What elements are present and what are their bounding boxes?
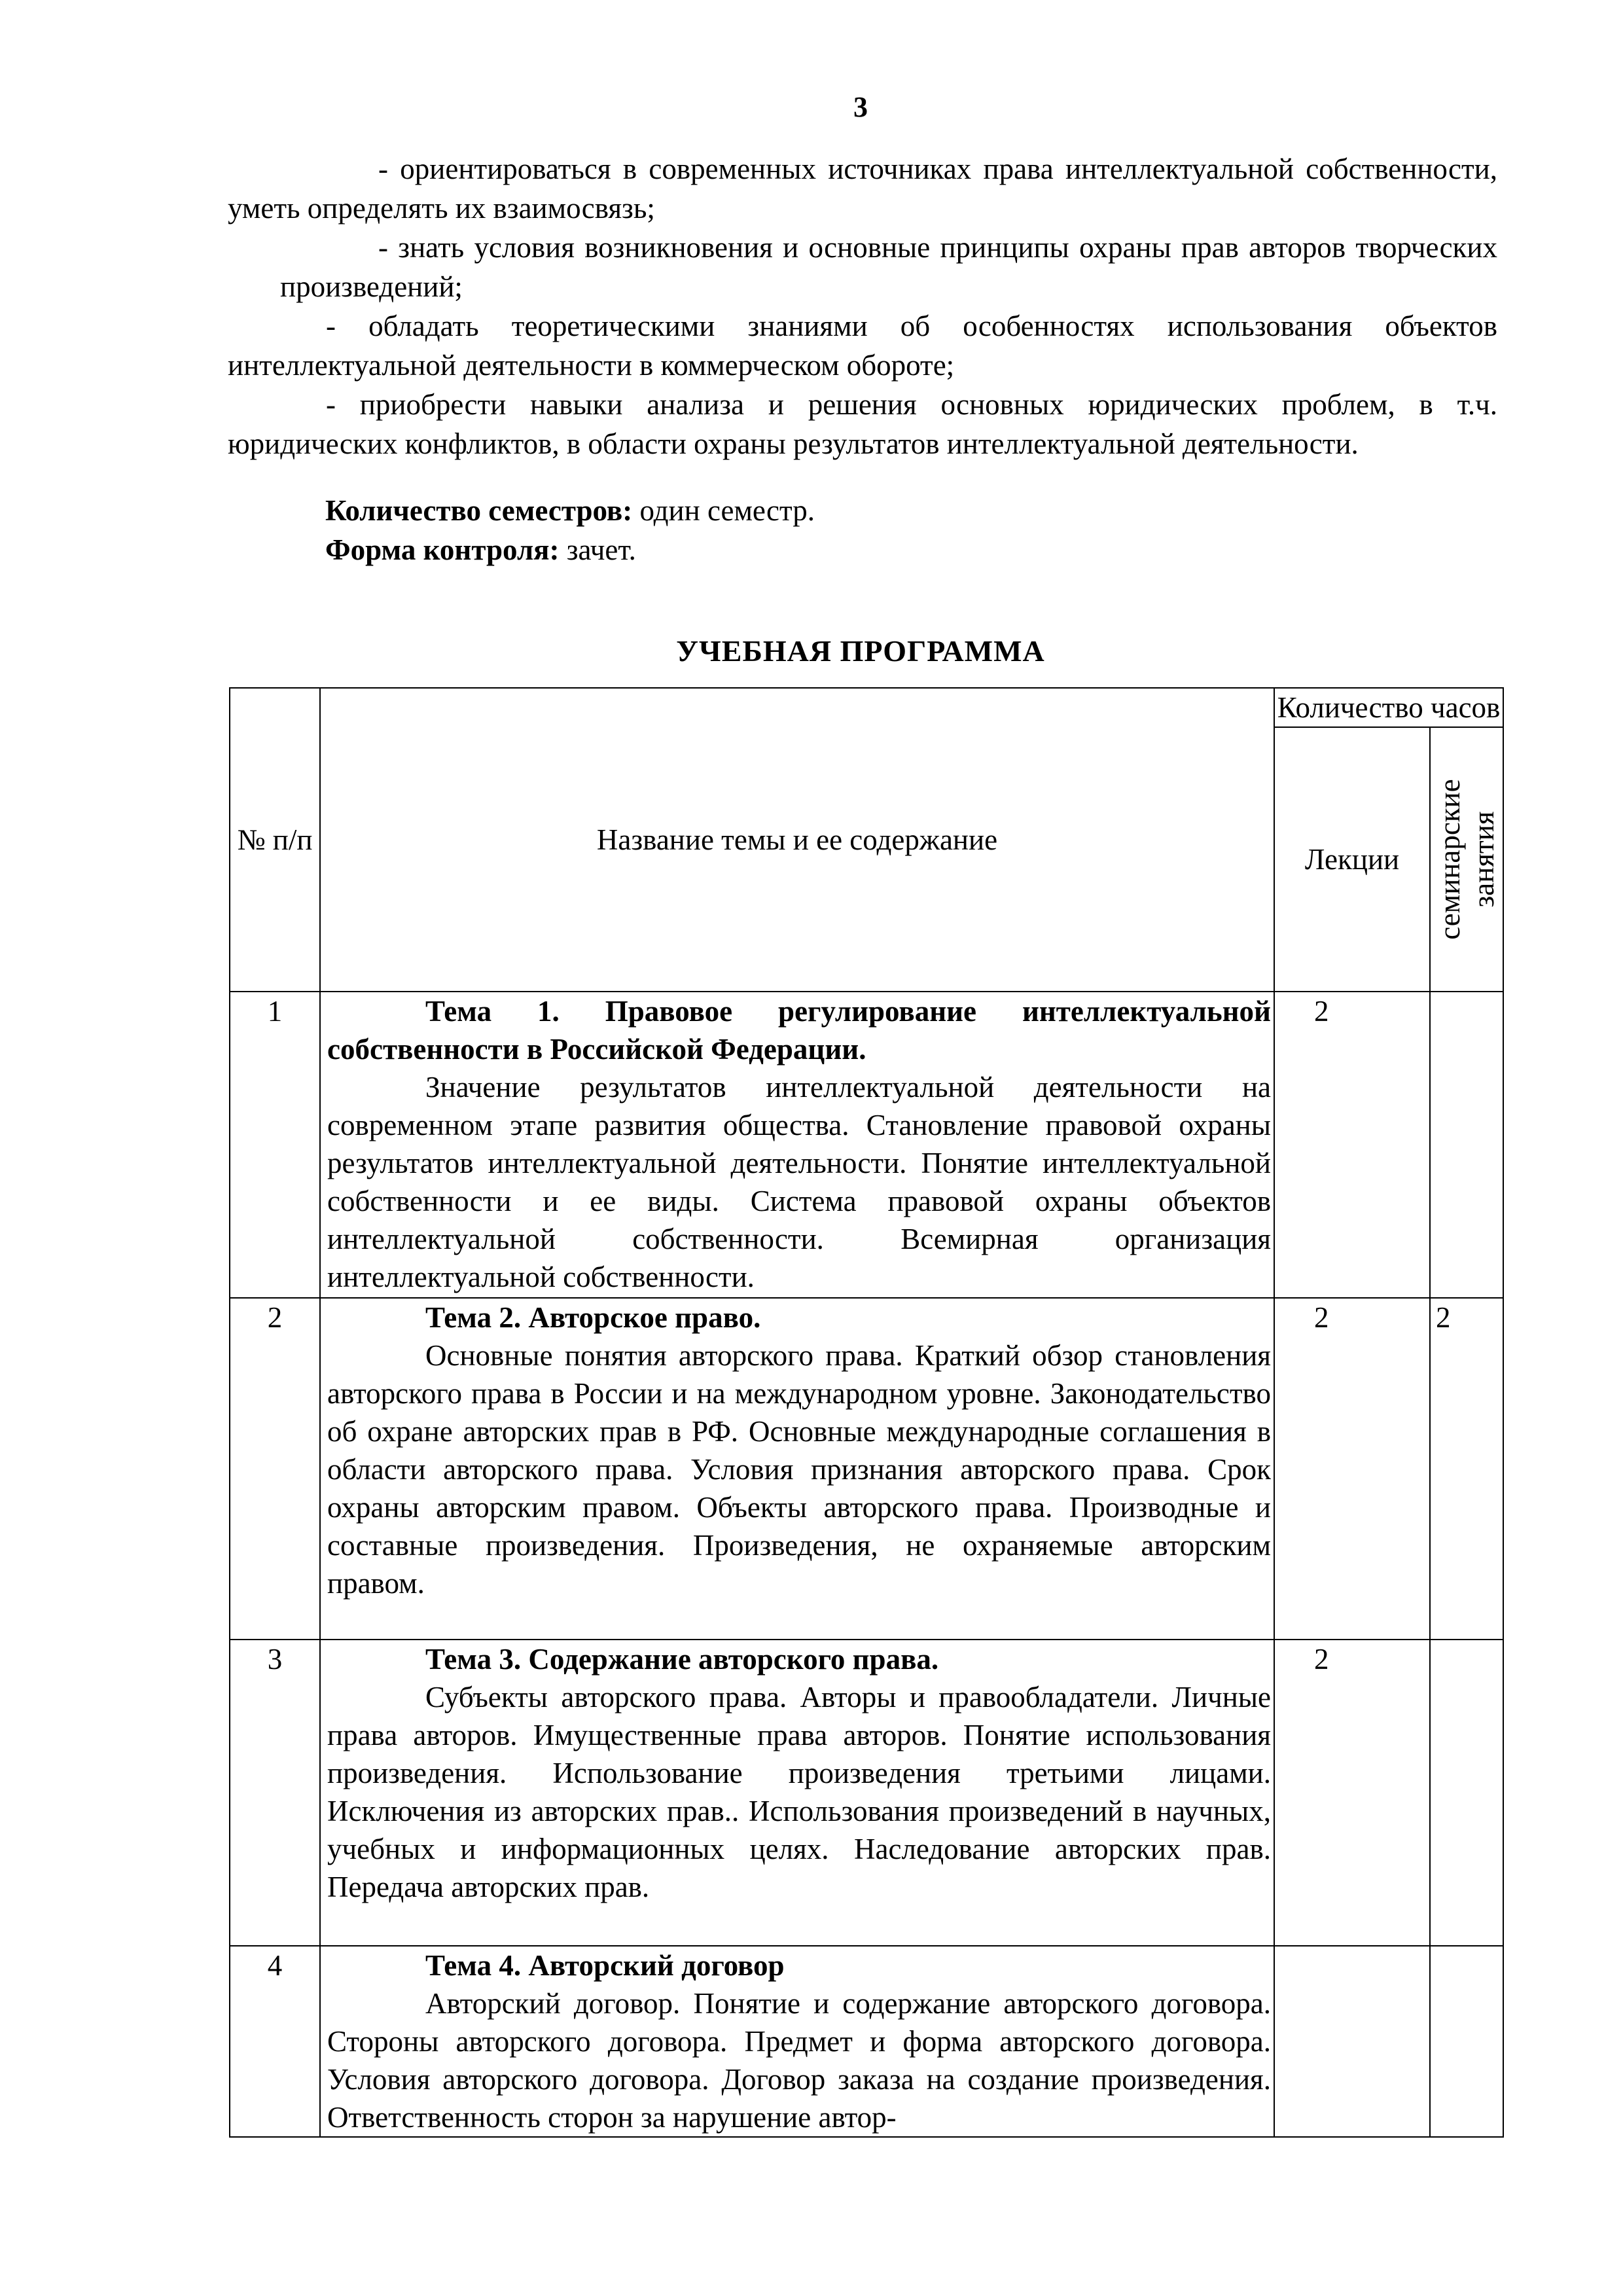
topic-title: Тема 3. Содержание авторского права.: [425, 1643, 939, 1676]
topic-body: Авторский договор. Понятие и содержание авторского договора. Стороны авторского договора. Предмет и форма авторского договора. Условия авторского договора. Договор заказа на создание произведения. Ответственность сторон за нарушение автор-: [327, 1987, 1271, 2134]
topic-body: Субъекты авторского права. Авторы и правообладатели. Личные права авторов. Имущественные права авторов. Понятие использования произведения. Использование произведения третьими лицами. Исключения из авторских прав.. Использования произведений в научных, учебных и информационных целях. Наследование авторских прав. Передача авторских прав.: [327, 1681, 1271, 1903]
course-meta: [325, 491, 815, 569]
row-num: 3: [230, 1640, 320, 1946]
outcome-item: - обладать теоретическими знаниями об особенностях использования объектов интеллектуальной деятельности в коммерческом обороте;: [228, 310, 1497, 382]
table-row: [230, 1640, 1503, 1946]
row-seminars: [1430, 1946, 1503, 2137]
outcome-item: - знать условия возникновения и основные принципы охраны прав авторов творческих произведений;: [280, 231, 1497, 303]
outcome-item: - приобрести навыки анализа и решения основных юридических проблем, в т.ч. юридических конфликтов, в области охраны результатов интеллектуальной деятельности.: [228, 388, 1497, 460]
table-row: [230, 1946, 1503, 2137]
header-seminars: [1430, 727, 1503, 992]
row-num: 1: [230, 992, 320, 1298]
row-lectures: [1274, 1946, 1430, 2137]
section-title: УЧЕБНАЯ ПРОГРАММА: [676, 634, 1045, 668]
control-label: Форма контроля:: [325, 533, 560, 566]
row-content: [320, 992, 1274, 1298]
table-header-row: [230, 688, 1503, 727]
learning-outcomes: [228, 149, 1497, 463]
row-seminars: 2: [1430, 1298, 1503, 1640]
row-content: [320, 1946, 1274, 2137]
header-lectures: Лекции: [1274, 727, 1430, 992]
table-row: [230, 1298, 1503, 1640]
row-content: [320, 1640, 1274, 1946]
row-lectures: 2: [1274, 1640, 1430, 1946]
table-row: [230, 992, 1503, 1298]
header-num-label: № п/п: [237, 823, 313, 856]
topic-title: Тема 2. Авторское право.: [425, 1301, 761, 1334]
topic-title: Тема 1. Правовое регулирование интеллектуальной собственности в Российской Федерации.: [327, 995, 1271, 1066]
row-num: 4: [230, 1946, 320, 2137]
row-seminars: [1430, 992, 1503, 1298]
header-hours: Количество часов: [1274, 688, 1503, 727]
outcome-item: - ориентироваться в современных источниках права интеллектуальной собственности, уметь определять их взаимосвязь;: [228, 152, 1497, 224]
topic-title: Тема 4. Авторский договор: [425, 1949, 785, 1982]
curriculum-table: [229, 687, 1504, 2138]
semesters-line: [325, 491, 815, 530]
row-lectures: 2: [1274, 1298, 1430, 1640]
semesters-label: Количество семестров:: [325, 494, 633, 527]
row-content: [320, 1298, 1274, 1640]
header-num: [230, 688, 320, 992]
row-num: 2: [230, 1298, 320, 1640]
row-seminars: [1430, 1640, 1503, 1946]
page-number: 3: [853, 91, 868, 123]
semesters-value: один семестр.: [632, 494, 815, 527]
row-lectures: 2: [1274, 992, 1430, 1298]
topic-body: Значение результатов интеллектуальной деятельности на современном этапе развития общества. Становление правовой охраны результатов интеллектуальной деятельности. Понятие интеллектуальной собственности и ее виды. Система правовой охраны объектов интеллектуальной собственности. Всемирная организация интеллектуальной собственности.: [327, 1071, 1271, 1293]
control-line: [325, 530, 815, 569]
topic-body: Основные понятия авторского права. Краткий обзор становления авторского права в России и на международном уровне. Законодательство об охране авторских прав в РФ. Основные международные соглашения в области авторского права. Условия признания авторского права. Срок охраны авторским правом. Объекты авторского права. Производные и составные произведения. Произведения, не охраняемые авторским правом.: [327, 1339, 1271, 1600]
header-name: Название темы и ее содержание: [320, 688, 1274, 992]
control-value: зачет.: [559, 533, 636, 566]
header-seminars-label: семинарские занятия: [1433, 779, 1500, 940]
